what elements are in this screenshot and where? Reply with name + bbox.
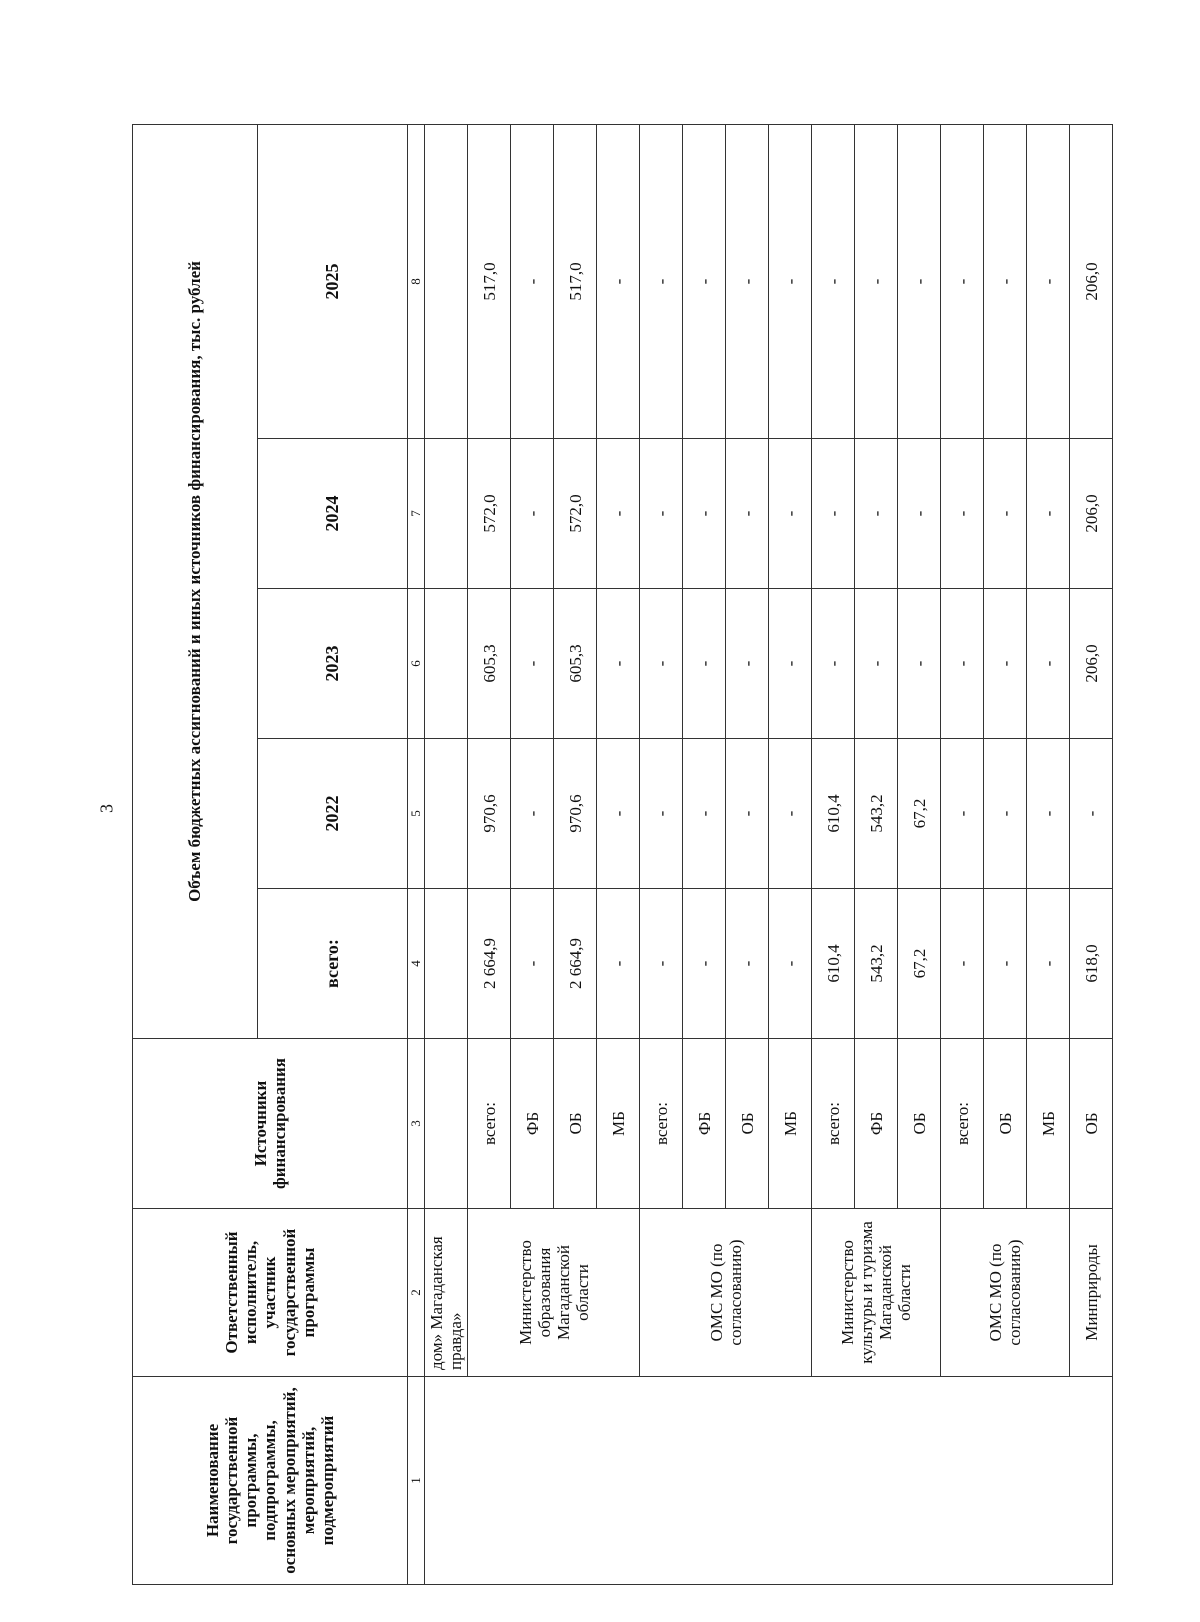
column-number: 6 (408, 589, 425, 739)
total-cell: - (683, 889, 726, 1039)
value-2025-cell: - (984, 124, 1027, 438)
total-cell: - (726, 889, 769, 1039)
value-2023-cell: - (597, 589, 640, 739)
value-2024-cell: - (683, 439, 726, 589)
header-2022: 2022 (258, 739, 408, 889)
value-2025-cell: 517,0 (554, 124, 597, 438)
total-cell: - (597, 889, 640, 1039)
value-2024-cell: - (941, 439, 984, 589)
total-cell: - (511, 889, 554, 1039)
value-2022-cell: 543,2 (855, 739, 898, 889)
value-2024-cell: - (597, 439, 640, 589)
program-name-cell (425, 1377, 1113, 1585)
continuation-row (425, 124, 468, 1584)
executor-cell: Министерство культуры и туризма Магаданской области (812, 1209, 941, 1377)
total-cell: - (984, 889, 1027, 1039)
value-2024-cell: - (769, 439, 812, 589)
executor-cell: ОМС МО (по согласованию) (941, 1209, 1070, 1377)
value-2023-cell: - (683, 589, 726, 739)
executor-cell: Минприроды (1070, 1209, 1113, 1377)
value-2024-cell: - (855, 439, 898, 589)
empty-cell (425, 739, 468, 889)
value-2022-cell: 970,6 (468, 739, 511, 889)
value-2022-cell: - (683, 739, 726, 889)
total-cell: 543,2 (855, 889, 898, 1039)
column-number: 1 (408, 1377, 425, 1585)
value-2025-cell: 206,0 (1070, 124, 1113, 438)
table-row (1070, 124, 1113, 1584)
total-cell: - (769, 889, 812, 1039)
value-2025-cell: - (812, 124, 855, 438)
source-cell: всего: (941, 1039, 984, 1209)
total-cell: 2 664,9 (554, 889, 597, 1039)
value-2023-cell: - (855, 589, 898, 739)
value-2023-cell: - (898, 589, 941, 739)
empty-cell (425, 439, 468, 589)
value-2022-cell: - (1027, 739, 1070, 889)
value-2022-cell: 610,4 (812, 739, 855, 889)
source-cell: МБ (597, 1039, 640, 1209)
rotated-table-container (132, 125, 1101, 1585)
value-2025-cell: - (640, 124, 683, 438)
value-2022-cell: - (769, 739, 812, 889)
table-row (941, 124, 984, 1584)
value-2022-cell: - (511, 739, 554, 889)
value-2025-cell: - (683, 124, 726, 438)
total-cell: - (640, 889, 683, 1039)
value-2025-cell: - (1027, 124, 1070, 438)
empty-cell (425, 1039, 468, 1209)
value-2023-cell: - (812, 589, 855, 739)
value-2025-cell: - (726, 124, 769, 438)
source-cell: всего: (468, 1039, 511, 1209)
empty-cell (425, 124, 468, 438)
value-2022-cell: - (640, 739, 683, 889)
value-2025-cell: - (898, 124, 941, 438)
value-2023-cell: - (1027, 589, 1070, 739)
value-2022-cell: 67,2 (898, 739, 941, 889)
empty-cell (425, 589, 468, 739)
value-2024-cell: - (898, 439, 941, 589)
total-cell: 2 664,9 (468, 889, 511, 1039)
value-2025-cell: - (769, 124, 812, 438)
column-number: 2 (408, 1209, 425, 1377)
column-number: 4 (408, 889, 425, 1039)
source-cell: ОБ (554, 1039, 597, 1209)
value-2023-cell: - (941, 589, 984, 739)
total-cell: 618,0 (1070, 889, 1113, 1039)
value-2025-cell: - (597, 124, 640, 438)
total-cell: 67,2 (898, 889, 941, 1039)
value-2022-cell: - (984, 739, 1027, 889)
total-cell: - (1027, 889, 1070, 1039)
value-2022-cell: - (597, 739, 640, 889)
source-cell: МБ (1027, 1039, 1070, 1209)
source-cell: ФБ (683, 1039, 726, 1209)
header-volume: Объем бюджетных ассигнований и иных источников финансирования, тыс. рублей (133, 124, 258, 1038)
value-2023-cell: - (511, 589, 554, 739)
source-cell: ОБ (726, 1039, 769, 1209)
value-2025-cell: - (511, 124, 554, 438)
executor-cell: ОМС МО (по согласованию) (640, 1209, 812, 1377)
value-2023-cell: 206,0 (1070, 589, 1113, 739)
table-row (812, 124, 855, 1584)
value-2024-cell: 572,0 (554, 439, 597, 589)
value-2024-cell: - (812, 439, 855, 589)
value-2024-cell: - (511, 439, 554, 589)
header-2025: 2025 (258, 124, 408, 438)
value-2024-cell: - (984, 439, 1027, 589)
source-cell: ОБ (1070, 1039, 1113, 1209)
value-2023-cell: - (769, 589, 812, 739)
executor-cell: Министерство образования Магаданской области (468, 1209, 640, 1377)
table-row (640, 124, 683, 1584)
header-2023: 2023 (258, 589, 408, 739)
total-cell: - (941, 889, 984, 1039)
value-2024-cell: - (1027, 439, 1070, 589)
total-cell: 610,4 (812, 889, 855, 1039)
source-cell: ФБ (855, 1039, 898, 1209)
header-2024: 2024 (258, 439, 408, 589)
value-2025-cell: 517,0 (468, 124, 511, 438)
value-2022-cell: - (726, 739, 769, 889)
value-2025-cell: - (941, 124, 984, 438)
value-2024-cell: - (726, 439, 769, 589)
header-total: всего: (258, 889, 408, 1039)
value-2023-cell: - (640, 589, 683, 739)
source-cell: всего: (640, 1039, 683, 1209)
header-executor: Ответственный исполнитель, участник государственной программы (133, 1209, 408, 1377)
continuation-executor: дом» Магаданская правда» (425, 1209, 468, 1377)
value-2023-cell: 605,3 (554, 589, 597, 739)
value-2023-cell: - (726, 589, 769, 739)
value-2022-cell: 970,6 (554, 739, 597, 889)
budget-table (132, 124, 1113, 1585)
source-cell: ОБ (984, 1039, 1027, 1209)
column-number: 5 (408, 739, 425, 889)
empty-cell (425, 889, 468, 1039)
column-number: 7 (408, 439, 425, 589)
source-cell: всего: (812, 1039, 855, 1209)
value-2022-cell: - (1070, 739, 1113, 889)
value-2022-cell: - (941, 739, 984, 889)
header-sources: Источники финансирования (133, 1039, 408, 1209)
source-cell: МБ (769, 1039, 812, 1209)
value-2024-cell: 206,0 (1070, 439, 1113, 589)
column-number: 8 (408, 124, 425, 438)
value-2023-cell: - (984, 589, 1027, 739)
source-cell: ОБ (898, 1039, 941, 1209)
value-2024-cell: - (640, 439, 683, 589)
table-row (468, 124, 511, 1584)
value-2023-cell: 605,3 (468, 589, 511, 739)
header-program-name: Наименование государственной программы, подпрограммы, основных мероприятий, мероприятий, подмероприятий (133, 1377, 408, 1585)
value-2025-cell: - (855, 124, 898, 438)
page-number: 3 (96, 804, 117, 813)
column-number: 3 (408, 1039, 425, 1209)
source-cell: ФБ (511, 1039, 554, 1209)
table-body (425, 124, 1113, 1584)
value-2024-cell: 572,0 (468, 439, 511, 589)
